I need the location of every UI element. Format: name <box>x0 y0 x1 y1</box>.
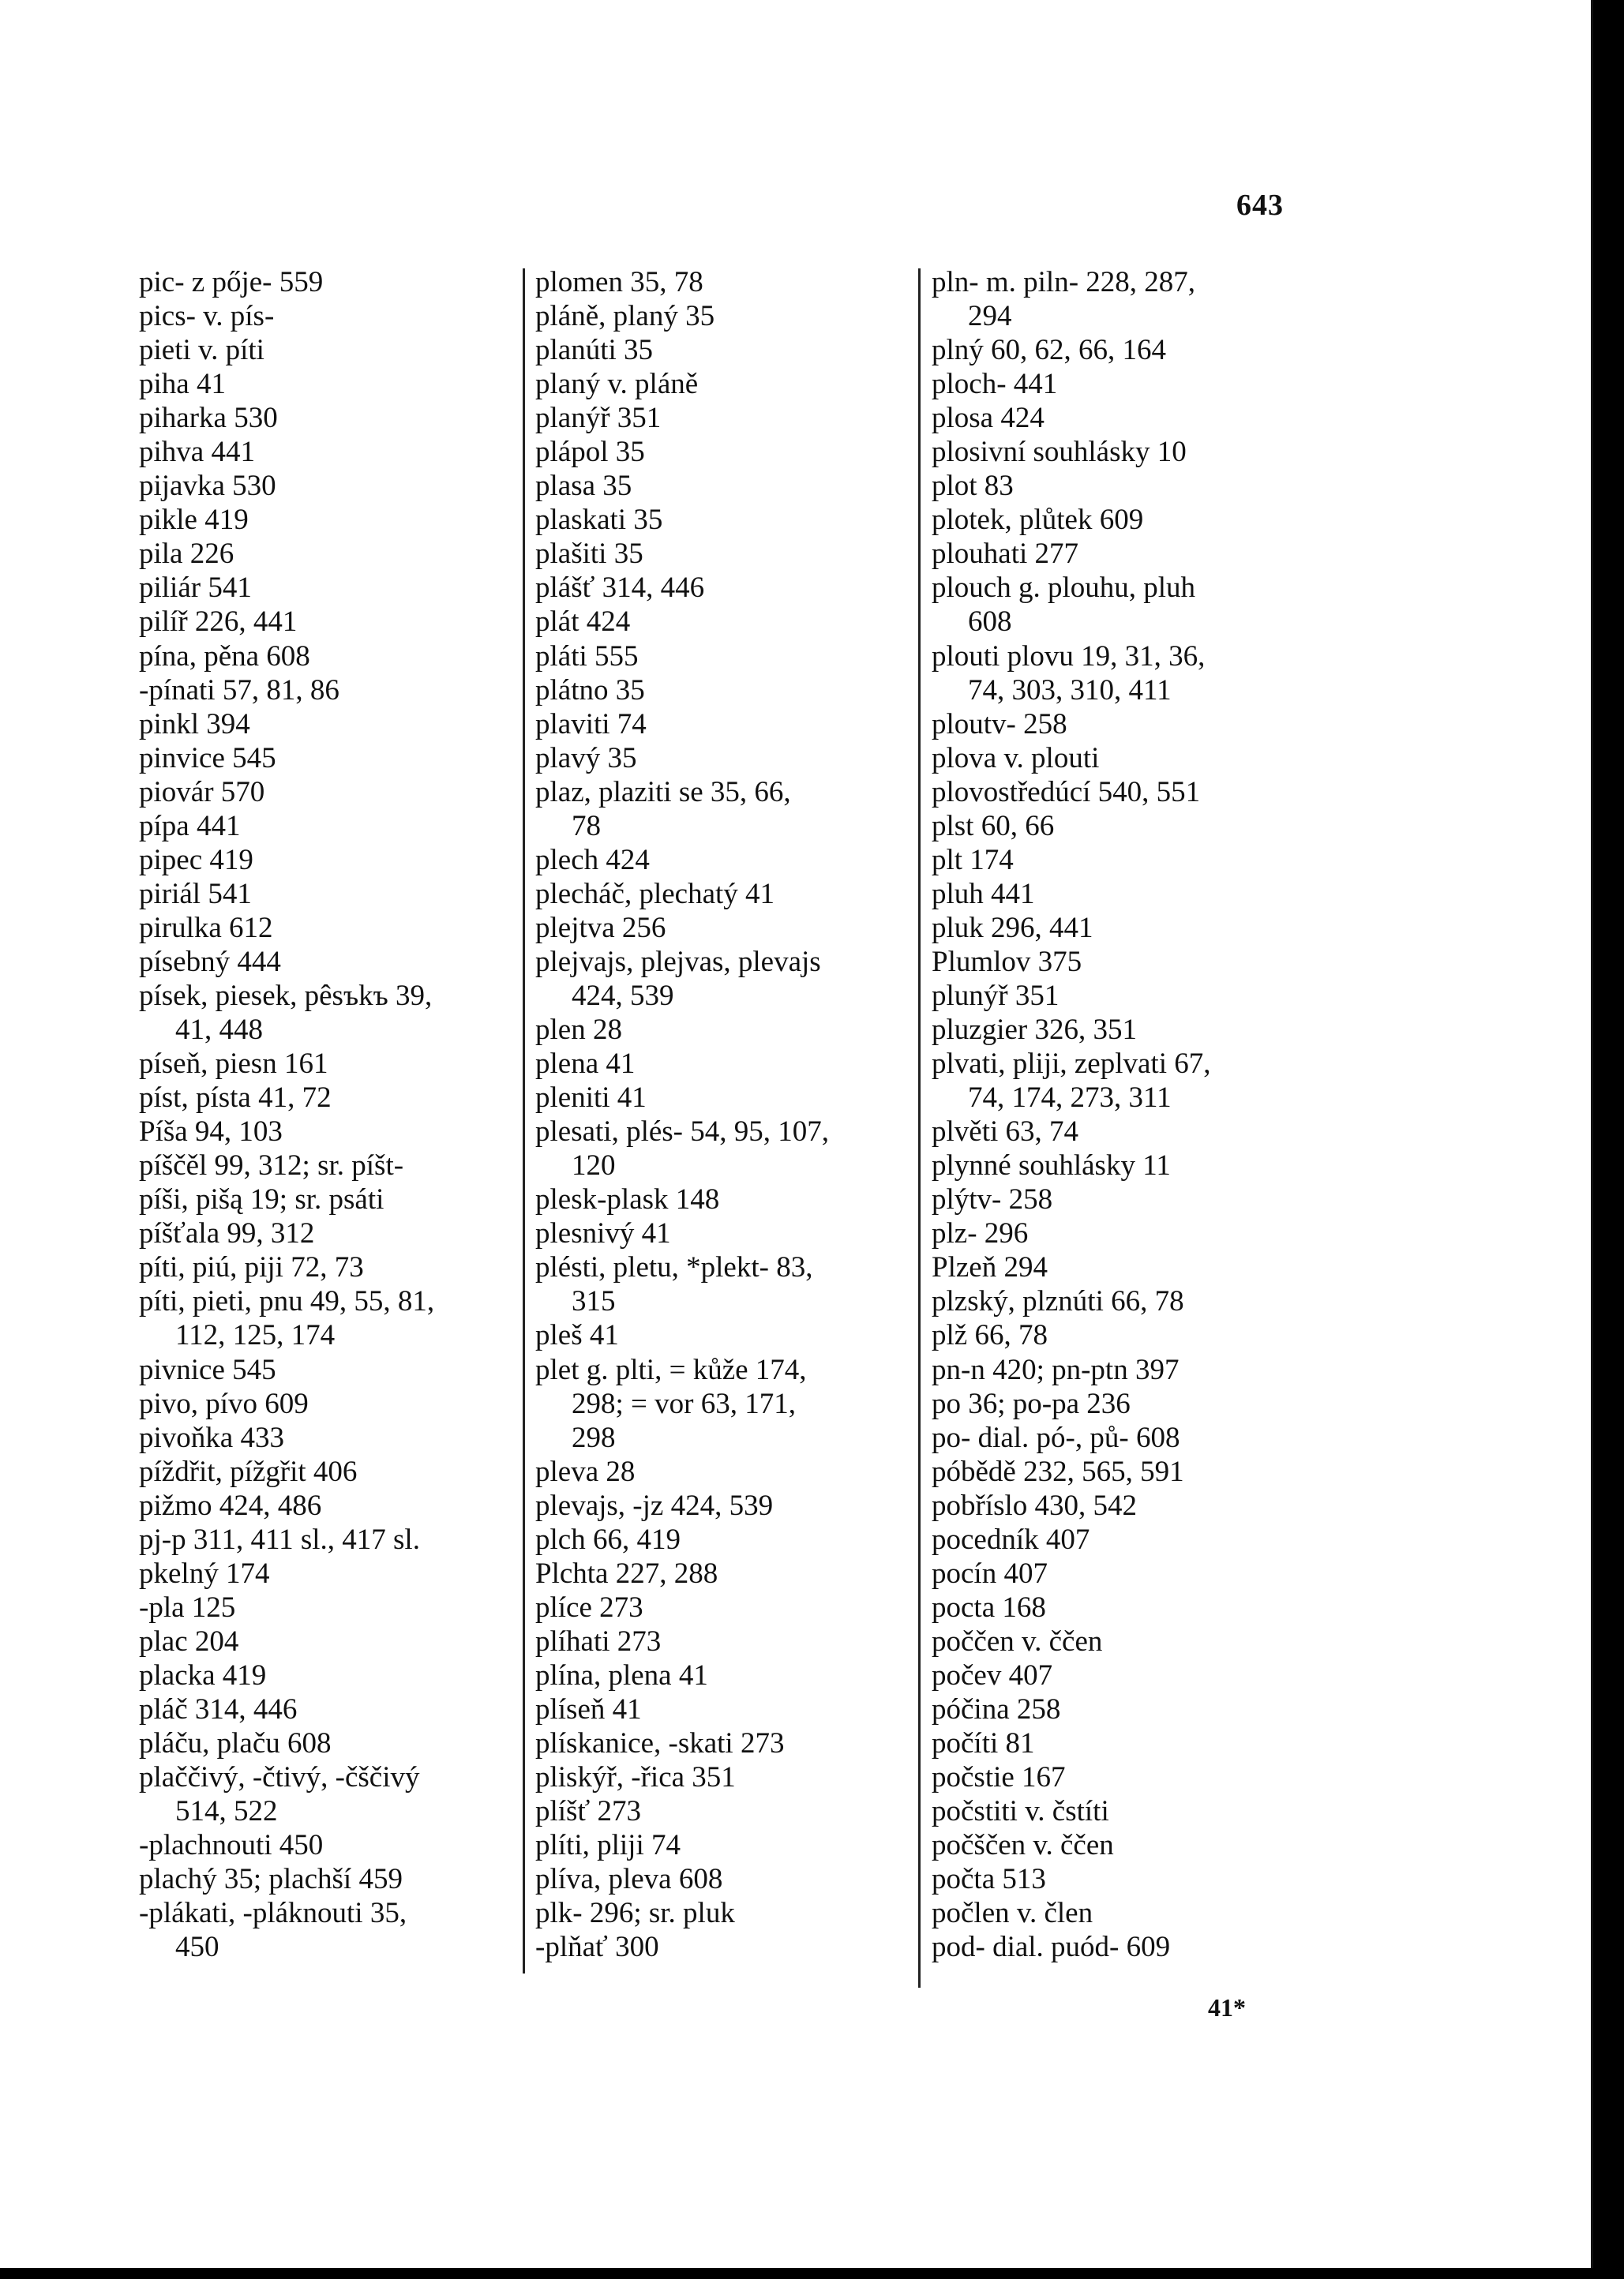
index-entry: po 36; po-pa 236 <box>932 1387 1131 1420</box>
index-entry: 608 <box>968 605 1012 639</box>
index-entry: ploutv- 258 <box>932 707 1067 740</box>
index-entry: plíti, pliji 74 <box>535 1829 681 1862</box>
index-entry: pieti v. píti <box>139 334 264 367</box>
index-entry: 74, 303, 310, 411 <box>968 673 1172 707</box>
index-entry: pocedník 407 <box>932 1523 1090 1556</box>
index-entry: píti, piú, piji 72, 73 <box>139 1251 364 1284</box>
index-entry: plouti plovu 19, 31, 36, <box>932 639 1206 673</box>
index-entry: píšťala 99, 312 <box>139 1217 315 1250</box>
index-column-1 <box>139 265 516 1964</box>
index-entry: -plachnouti 450 <box>139 1829 324 1862</box>
index-entry: piharka 530 <box>139 402 278 435</box>
index-entry: plískanice, -skati 273 <box>535 1727 785 1760</box>
index-entry: plachý 35; plachší 459 <box>139 1863 403 1896</box>
index-entry: plynné souhlásky 11 <box>932 1149 1171 1183</box>
index-entry: 298; = vor 63, 171, <box>572 1387 796 1420</box>
index-entry: plecháč, plechatý 41 <box>535 877 775 910</box>
index-entry: plát 424 <box>535 605 631 639</box>
index-entry: pižmo 424, 486 <box>139 1489 322 1522</box>
index-entry: piliár 541 <box>139 572 252 605</box>
index-entry: plž 66, 78 <box>932 1319 1048 1352</box>
index-entry: plaskati 35 <box>535 504 663 537</box>
index-entry: -plňať 300 <box>535 1931 659 1964</box>
index-entry: plesk-plask 148 <box>535 1183 720 1216</box>
index-entry: ploch- 441 <box>932 368 1058 401</box>
index-entry: plvati, pliji, zeplvati 67, <box>932 1048 1211 1081</box>
index-entry: počev 407 <box>932 1659 1053 1692</box>
index-entry: plaz, plaziti se 35, 66, <box>535 775 791 808</box>
index-entry: plvěti 63, 74 <box>932 1115 1079 1149</box>
index-entry: pocta 168 <box>932 1591 1046 1624</box>
index-entry: plátno 35 <box>535 673 645 707</box>
index-entry: pkelný 174 <box>139 1557 270 1590</box>
index-entry: 514, 522 <box>175 1795 278 1828</box>
index-entry: pila 226 <box>139 538 234 571</box>
index-entry: plena 41 <box>535 1048 636 1081</box>
index-entry: plouch g. plouhu, pluh <box>932 572 1196 605</box>
index-entry: plašiti 35 <box>535 538 643 571</box>
index-entry: počstie 167 <box>932 1761 1066 1794</box>
index-entry: pleš 41 <box>535 1319 619 1352</box>
index-entry: plasa 35 <box>535 470 632 503</box>
index-entry: pocín 407 <box>932 1557 1048 1590</box>
index-entry: plína, plena 41 <box>535 1659 708 1692</box>
index-column-2 <box>535 265 924 1964</box>
index-entry: plouhati 277 <box>932 538 1079 571</box>
index-entry: 424, 539 <box>572 979 674 1012</box>
index-entry: pj-p 311, 411 sl., 417 sl. <box>139 1523 420 1556</box>
index-entry: plesnivý 41 <box>535 1217 671 1250</box>
index-entry: píši, pišą 19; sr. psáti <box>139 1183 384 1216</box>
index-entry: píti, pieti, pnu 49, 55, 81, <box>139 1285 435 1318</box>
index-entry: 294 <box>968 300 1012 333</box>
index-entry: poččen v. ččen <box>932 1625 1103 1658</box>
index-entry: plosa 424 <box>932 402 1045 435</box>
index-entry: písebný 444 <box>139 945 281 978</box>
index-entry: plz- 296 <box>932 1217 1029 1250</box>
index-entry: plotek, plůtek 609 <box>932 504 1144 537</box>
index-entry: póbědě 232, 565, 591 <box>932 1455 1184 1488</box>
index-entry: planýř 351 <box>535 402 662 435</box>
index-entry: plíva, pleva 608 <box>535 1863 723 1896</box>
index-entry: pilíř 226, 441 <box>139 605 298 639</box>
index-entry: plzský, plznúti 66, 78 <box>932 1285 1184 1318</box>
index-entry: pláně, planý 35 <box>535 300 715 333</box>
index-entry: plac 204 <box>139 1625 239 1658</box>
index-entry: 120 <box>572 1149 616 1183</box>
index-entry: plomen 35, 78 <box>535 266 703 298</box>
index-entry: pluzgier 326, 351 <box>932 1014 1137 1047</box>
index-entry: plovostředúcí 540, 551 <box>932 775 1201 808</box>
index-entry: plavý 35 <box>535 741 637 774</box>
index-entry: 112, 125, 174 <box>175 1319 336 1352</box>
index-entry: planý v. pláně <box>535 368 699 401</box>
index-entry: plápol 35 <box>535 436 645 469</box>
index-entry: počstiti v. čstíti <box>932 1795 1109 1828</box>
index-entry: po- dial. pó-, pů- 608 <box>932 1421 1180 1454</box>
index-entry: plot 83 <box>932 470 1014 503</box>
index-entry: počíti 81 <box>932 1727 1035 1760</box>
index-entry: pluh 441 <box>932 877 1035 910</box>
index-entry: pípa 441 <box>139 809 241 842</box>
index-entry: 298 <box>572 1421 616 1454</box>
index-entry: pihva 441 <box>139 436 255 469</box>
index-entry: plaččivý, -čtivý, -čščivý <box>139 1761 420 1794</box>
index-entry: pivo, pívo 609 <box>139 1387 309 1420</box>
index-entry: póčina 258 <box>932 1692 1061 1726</box>
index-entry: pic- z pője- 559 <box>139 266 324 298</box>
index-entry: -plákati, -pláknouti 35, <box>139 1897 407 1930</box>
index-entry: 450 <box>175 1931 219 1964</box>
index-entry: plný 60, 62, 66, 164 <box>932 334 1167 367</box>
index-entry: plíhati 273 <box>535 1625 662 1658</box>
index-entry: pobříslo 430, 542 <box>932 1489 1138 1522</box>
index-entry: plésti, pletu, *plekt- 83, <box>535 1251 813 1284</box>
index-entry: pláču, plaču 608 <box>139 1727 332 1760</box>
index-entry: plejvajs, plejvas, plevajs <box>535 945 821 978</box>
index-entry: počščen v. ččen <box>932 1829 1114 1862</box>
index-entry: plaviti 74 <box>535 707 647 740</box>
index-entry: pivnice 545 <box>139 1353 276 1386</box>
index-entry: plen 28 <box>535 1014 622 1047</box>
index-entry: plst 60, 66 <box>932 809 1055 842</box>
index-entry: plova v. plouti <box>932 741 1100 774</box>
index-entry: píščěl 99, 312; sr. píšt- <box>139 1149 404 1183</box>
index-entry: pinkl 394 <box>139 707 250 740</box>
index-entry: plýtv- 258 <box>932 1183 1053 1216</box>
index-entry: pijavka 530 <box>139 470 276 503</box>
index-entry: píždřit, pížgřit 406 <box>139 1455 358 1488</box>
index-entry: Plzeň 294 <box>932 1251 1048 1284</box>
index-entry: plch 66, 419 <box>535 1523 681 1556</box>
index-entry: -pla 125 <box>139 1591 236 1624</box>
index-entry: počlen v. člen <box>932 1897 1093 1930</box>
index-entry: pinvice 545 <box>139 741 276 774</box>
index-entry: plevajs, -jz 424, 539 <box>535 1489 774 1522</box>
page-number: 643 <box>1236 189 1284 222</box>
index-entry: 74, 174, 273, 311 <box>968 1081 1172 1115</box>
index-entry: pipec 419 <box>139 843 253 876</box>
index-entry: pleva 28 <box>535 1455 636 1488</box>
index-entry: plíšť 273 <box>535 1795 642 1828</box>
index-entry: 315 <box>572 1285 616 1318</box>
index-entry: pln- m. piln- 228, 287, <box>932 266 1196 298</box>
index-entry: piha 41 <box>139 368 226 401</box>
index-entry: 78 <box>572 809 601 842</box>
index-entry: plejtva 256 <box>535 911 666 944</box>
index-entry: Plchta 227, 288 <box>535 1557 718 1590</box>
index-entry: piovár 570 <box>139 775 265 808</box>
index-entry: pláti 555 <box>535 639 639 673</box>
index-entry: Píša 94, 103 <box>139 1115 283 1149</box>
index-entry: -pínati 57, 81, 86 <box>139 673 339 707</box>
index-entry: píseň, piesn 161 <box>139 1048 328 1081</box>
index-entry: pirulka 612 <box>139 911 273 944</box>
index-entry: pleniti 41 <box>535 1081 647 1115</box>
index-entry: placka 419 <box>139 1659 267 1692</box>
index-entry: 41, 448 <box>175 1014 263 1047</box>
index-entry: plášť 314, 446 <box>535 572 705 605</box>
index-column-3 <box>932 265 1318 1964</box>
index-entry: počta 513 <box>932 1863 1046 1896</box>
index-entry: plíce 273 <box>535 1591 643 1624</box>
index-entry: pn-n 420; pn-ptn 397 <box>932 1353 1180 1386</box>
index-entry: pics- v. pís- <box>139 300 275 333</box>
index-entry: plet g. plti, = kůže 174, <box>535 1353 807 1386</box>
index-entry: Plumlov 375 <box>932 945 1082 978</box>
index-entry: plunýř 351 <box>932 979 1060 1012</box>
index-entry: plosivní souhlásky 10 <box>932 436 1187 469</box>
index-entry: pivoňka 433 <box>139 1421 284 1454</box>
index-entry: plech 424 <box>535 843 650 876</box>
index-entry: plk- 296; sr. pluk <box>535 1897 735 1930</box>
column-divider <box>523 268 525 1974</box>
index-entry: pod- dial. puód- 609 <box>932 1931 1171 1964</box>
index-entry: piriál 541 <box>139 877 252 910</box>
index-entry: pína, pěna 608 <box>139 639 310 673</box>
index-entry: písek, piesek, pêsъkъ 39, <box>139 979 433 1012</box>
index-entry: píst, písta 41, 72 <box>139 1081 332 1115</box>
index-entry: plíseň 41 <box>535 1692 642 1726</box>
index-entry: pikle 419 <box>139 504 249 537</box>
index-entry: plt 174 <box>932 843 1014 876</box>
printer-signature-mark: 41* <box>1208 1993 1246 2022</box>
index-entry: plesati, plés- 54, 95, 107, <box>535 1115 830 1149</box>
column-divider <box>918 268 921 1988</box>
index-entry: pliskýř, -řica 351 <box>535 1761 736 1794</box>
index-entry: pláč 314, 446 <box>139 1692 298 1726</box>
index-entry: planúti 35 <box>535 334 654 367</box>
index-entry: pluk 296, 441 <box>932 911 1093 944</box>
